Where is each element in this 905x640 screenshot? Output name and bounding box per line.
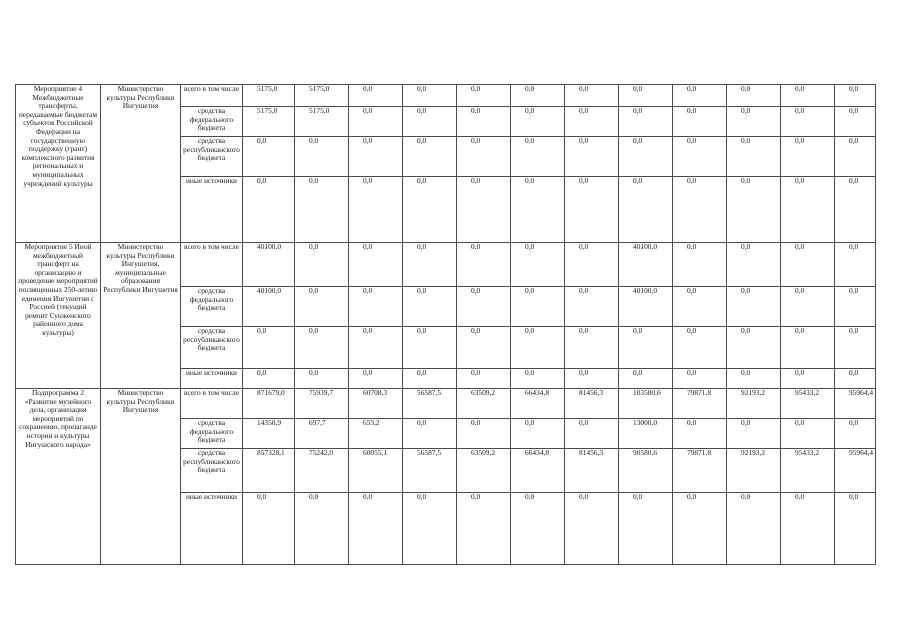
- amount-cell: 0,0: [403, 419, 457, 449]
- amount-cell: 0,0: [457, 107, 511, 137]
- amount-cell: 0,0: [565, 493, 619, 565]
- amount-cell: 0,0: [781, 243, 835, 287]
- amount-cell: 60055,1: [349, 449, 403, 493]
- amount-cell: 0,0: [781, 107, 835, 137]
- amount-cell: 0,0: [781, 177, 835, 243]
- amount-cell: 0,0: [511, 327, 565, 369]
- amount-cell: 0,0: [781, 369, 835, 389]
- amount-cell: 75939,7: [295, 389, 349, 419]
- amount-cell: 0,0: [619, 493, 673, 565]
- executor-cell: Министерство культуры Республики Ингушетия: [101, 85, 181, 243]
- amount-cell: 0,0: [511, 85, 565, 107]
- amount-cell: 0,0: [781, 493, 835, 565]
- amount-cell: 0,0: [727, 243, 781, 287]
- amount-cell: 95964,4: [835, 389, 876, 419]
- amount-cell: 0,0: [673, 107, 727, 137]
- amount-cell: 0,0: [457, 369, 511, 389]
- amount-cell: 0,0: [349, 107, 403, 137]
- amount-cell: 63509,2: [457, 449, 511, 493]
- funding-source-cell: средства республиканского бюджета: [181, 137, 243, 177]
- amount-cell: 697,7: [295, 419, 349, 449]
- amount-cell: 13000,0: [619, 419, 673, 449]
- amount-cell: 0,0: [727, 137, 781, 177]
- amount-cell: 0,0: [565, 243, 619, 287]
- amount-cell: 0,0: [781, 287, 835, 327]
- amount-cell: 0,0: [565, 369, 619, 389]
- amount-cell: 0,0: [673, 287, 727, 327]
- amount-cell: 0,0: [403, 327, 457, 369]
- amount-cell: 0,0: [565, 287, 619, 327]
- amount-cell: 0,0: [565, 419, 619, 449]
- amount-cell: 0,0: [295, 493, 349, 565]
- amount-cell: 40100,0: [243, 243, 295, 287]
- amount-cell: 81456,3: [565, 389, 619, 419]
- amount-cell: 0,0: [295, 177, 349, 243]
- amount-cell: 0,0: [349, 243, 403, 287]
- budget-table: [15, 84, 876, 565]
- amount-cell: 0,0: [619, 107, 673, 137]
- amount-cell: 0,0: [349, 177, 403, 243]
- amount-cell: 0,0: [673, 369, 727, 389]
- amount-cell: 0,0: [243, 137, 295, 177]
- amount-cell: 56587,5: [403, 449, 457, 493]
- amount-cell: 0,0: [511, 419, 565, 449]
- amount-cell: 0,0: [835, 243, 876, 287]
- amount-cell: 857328,1: [243, 449, 295, 493]
- amount-cell: 0,0: [673, 327, 727, 369]
- amount-cell: 0,0: [511, 137, 565, 177]
- amount-cell: 871679,0: [243, 389, 295, 419]
- amount-cell: 0,0: [727, 107, 781, 137]
- amount-cell: 0,0: [511, 107, 565, 137]
- amount-cell: 75242,0: [295, 449, 349, 493]
- funding-source-cell: всего в том числе: [181, 389, 243, 419]
- amount-cell: 0,0: [243, 369, 295, 389]
- amount-cell: 0,0: [403, 493, 457, 565]
- amount-cell: 0,0: [511, 493, 565, 565]
- amount-cell: 0,0: [243, 177, 295, 243]
- amount-cell: 79871,8: [673, 449, 727, 493]
- amount-cell: 0,0: [673, 137, 727, 177]
- amount-cell: 0,0: [295, 137, 349, 177]
- amount-cell: 0,0: [835, 327, 876, 369]
- amount-cell: 0,0: [295, 287, 349, 327]
- amount-cell: 0,0: [243, 327, 295, 369]
- amount-cell: 63509,2: [457, 389, 511, 419]
- amount-cell: 5175,0: [243, 107, 295, 137]
- activity-name-cell: Мероприятие 5 Иной межбюджетный трансферт на организацию и проведение мероприятий посвященных 250-летию единения Ингушетии с Россией (текущий ремонт Сунженского районного дома культуры): [16, 243, 101, 389]
- amount-cell: 0,0: [673, 419, 727, 449]
- amount-cell: 0,0: [565, 85, 619, 107]
- amount-cell: 0,0: [295, 327, 349, 369]
- amount-cell: 0,0: [619, 137, 673, 177]
- funding-source-cell: всего в том числе: [181, 243, 243, 287]
- amount-cell: 0,0: [565, 327, 619, 369]
- funding-source-cell: средства федерального бюджета: [181, 287, 243, 327]
- amount-cell: 0,0: [727, 493, 781, 565]
- amount-cell: 92193,2: [727, 389, 781, 419]
- amount-cell: 0,0: [781, 85, 835, 107]
- amount-cell: 0,0: [673, 177, 727, 243]
- amount-cell: 0,0: [295, 243, 349, 287]
- amount-cell: 0,0: [457, 287, 511, 327]
- amount-cell: 0,0: [403, 85, 457, 107]
- amount-cell: 0,0: [835, 107, 876, 137]
- amount-cell: 92193,2: [727, 449, 781, 493]
- amount-cell: 0,0: [457, 419, 511, 449]
- funding-source-cell: средства федерального бюджета: [181, 419, 243, 449]
- amount-cell: 66434,8: [511, 389, 565, 419]
- amount-cell: 60708,3: [349, 389, 403, 419]
- funding-source-cell: иные источники: [181, 177, 243, 243]
- amount-cell: 95964,4: [835, 449, 876, 493]
- amount-cell: 0,0: [403, 369, 457, 389]
- amount-cell: 653,2: [349, 419, 403, 449]
- amount-cell: 0,0: [403, 177, 457, 243]
- amount-cell: 0,0: [349, 327, 403, 369]
- amount-cell: 0,0: [295, 369, 349, 389]
- amount-cell: 0,0: [835, 137, 876, 177]
- funding-source-cell: всего в том числе: [181, 85, 243, 107]
- amount-cell: 0,0: [457, 137, 511, 177]
- amount-cell: 0,0: [457, 327, 511, 369]
- amount-cell: 0,0: [835, 85, 876, 107]
- amount-cell: 0,0: [835, 419, 876, 449]
- amount-cell: 0,0: [673, 493, 727, 565]
- amount-cell: 0,0: [835, 287, 876, 327]
- funding-source-cell: средства федерального бюджета: [181, 107, 243, 137]
- amount-cell: 0,0: [349, 137, 403, 177]
- amount-cell: 79871,8: [673, 389, 727, 419]
- amount-cell: 103580,6: [619, 389, 673, 419]
- amount-cell: 0,0: [403, 243, 457, 287]
- amount-cell: 0,0: [403, 107, 457, 137]
- amount-cell: 56587,5: [403, 389, 457, 419]
- amount-cell: 0,0: [403, 137, 457, 177]
- funding-source-cell: иные источники: [181, 493, 243, 565]
- amount-cell: 5175,0: [295, 107, 349, 137]
- amount-cell: 0,0: [619, 85, 673, 107]
- amount-cell: 0,0: [835, 369, 876, 389]
- funding-source-cell: средства республиканского бюджета: [181, 327, 243, 369]
- activity-name-cell: Подпрограмма 2 «Развитие музейного дела, организация мероприятий по сохранению, пропаганде истории и культуры Ингушского народа»: [16, 389, 101, 565]
- table-row: [16, 85, 876, 107]
- amount-cell: 0,0: [727, 85, 781, 107]
- amount-cell: 0,0: [457, 493, 511, 565]
- amount-cell: 0,0: [781, 327, 835, 369]
- amount-cell: 66434,8: [511, 449, 565, 493]
- amount-cell: 0,0: [511, 369, 565, 389]
- amount-cell: 0,0: [835, 493, 876, 565]
- funding-source-cell: средства республиканского бюджета: [181, 449, 243, 493]
- table-row: [16, 389, 876, 419]
- amount-cell: 0,0: [727, 327, 781, 369]
- executor-cell: Министерство культуры Республики Ингушетия: [101, 389, 181, 565]
- amount-cell: 0,0: [457, 243, 511, 287]
- amount-cell: 81456,3: [565, 449, 619, 493]
- amount-cell: 0,0: [781, 419, 835, 449]
- amount-cell: 0,0: [727, 419, 781, 449]
- amount-cell: 0,0: [349, 85, 403, 107]
- amount-cell: 0,0: [565, 137, 619, 177]
- amount-cell: 0,0: [457, 85, 511, 107]
- amount-cell: 0,0: [511, 287, 565, 327]
- amount-cell: 0,0: [349, 369, 403, 389]
- amount-cell: 0,0: [619, 327, 673, 369]
- amount-cell: 0,0: [243, 493, 295, 565]
- amount-cell: 0,0: [403, 287, 457, 327]
- amount-cell: 90580,6: [619, 449, 673, 493]
- amount-cell: 95433,2: [781, 389, 835, 419]
- amount-cell: 40100,0: [619, 287, 673, 327]
- amount-cell: 0,0: [673, 243, 727, 287]
- amount-cell: 0,0: [511, 243, 565, 287]
- amount-cell: 0,0: [349, 287, 403, 327]
- amount-cell: 14350,9: [243, 419, 295, 449]
- amount-cell: 0,0: [565, 177, 619, 243]
- amount-cell: 0,0: [619, 177, 673, 243]
- amount-cell: 0,0: [673, 85, 727, 107]
- amount-cell: 5175,0: [295, 85, 349, 107]
- amount-cell: 0,0: [457, 177, 511, 243]
- amount-cell: 40100,0: [243, 287, 295, 327]
- amount-cell: 0,0: [619, 369, 673, 389]
- amount-cell: 0,0: [835, 177, 876, 243]
- amount-cell: 0,0: [781, 137, 835, 177]
- executor-cell: Министерство культуры Республики Ингушетия, муниципальные образования Республики Ингушетия: [101, 243, 181, 389]
- funding-source-cell: иные источники: [181, 369, 243, 389]
- amount-cell: 0,0: [511, 177, 565, 243]
- amount-cell: 40100,0: [619, 243, 673, 287]
- amount-cell: 0,0: [727, 369, 781, 389]
- amount-cell: 0,0: [349, 493, 403, 565]
- table-row: [16, 243, 876, 287]
- amount-cell: 5175,0: [243, 85, 295, 107]
- amount-cell: 0,0: [727, 177, 781, 243]
- amount-cell: 95433,2: [781, 449, 835, 493]
- amount-cell: 0,0: [727, 287, 781, 327]
- activity-name-cell: Мероприятие 4 Межбюджетные трансферты, передаваемые бюджетам субъектов Российской Федерации на государственную поддержку (грант) комплексного развития региональных и муниципальных учреждений культуры: [16, 85, 101, 243]
- amount-cell: 0,0: [565, 107, 619, 137]
